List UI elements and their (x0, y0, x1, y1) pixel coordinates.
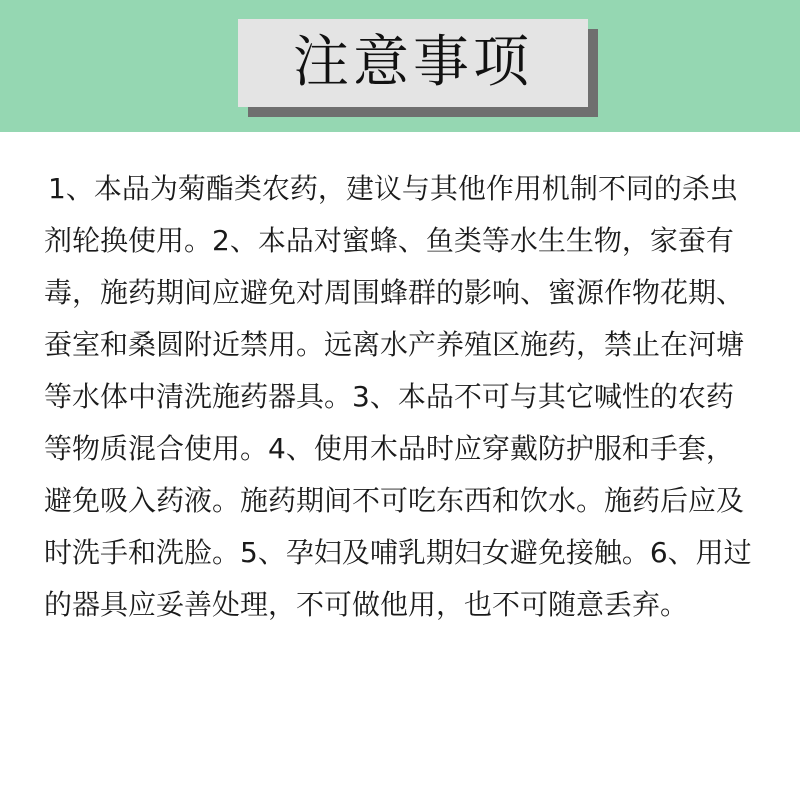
notice-line-1: 1、本品为菊酯类农药，建议与其他作用机制不同的杀虫 (48, 172, 738, 205)
notice-line-9: 的器具应妥善处理，不可做他用，也不可随意丢弃。 (44, 588, 689, 621)
notice-line-3: 毒，施药期间应避免对周围蜂群的影响、蜜源作物花期、 (44, 276, 745, 309)
notice-line-8: 时洗手和洗脸。5、孕妇及哺乳期妇女避免接触。6、用过 (44, 536, 752, 569)
notice-line-7: 避免吸入药液。施药期间不可吃东西和饮水。施药后应及 (44, 484, 745, 517)
notice-line-6: 等物质混合使用。4、使用木品时应穿戴防护服和手套， (44, 432, 734, 465)
notice-line-4: 蚕室和桑圆附近禁用。远离水产养殖区施药，禁止在河塘 (44, 328, 745, 361)
notice-line-5: 等水体中清洗施药器具。3、本品不可与其它喊性的农药 (44, 380, 734, 413)
notice-text (44, 163, 760, 631)
title-box (238, 19, 588, 107)
page-title: 注意事项 (293, 30, 533, 95)
notice-line-2: 剂轮换使用。2、本品对蜜蜂、鱼类等水生生物，家蚕有 (44, 224, 734, 257)
